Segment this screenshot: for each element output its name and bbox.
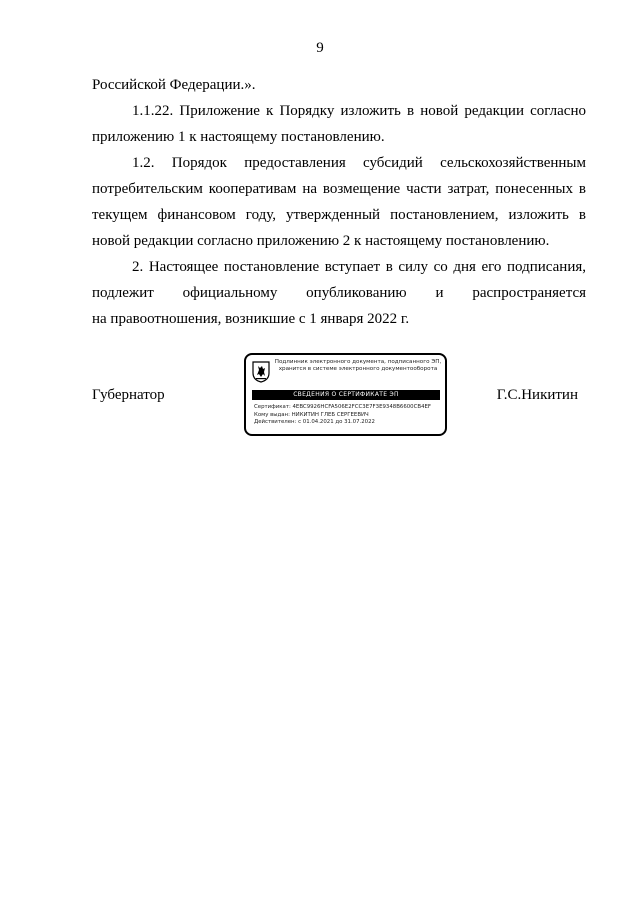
paragraph-2: 1.1.22. Приложение к Порядку изложить в новой редакции согласно приложению 1 к настоящему постановлению. (92, 103, 586, 145)
signatory-name: Г.С.Никитин (496, 387, 578, 403)
electronic-signature-stamp (244, 353, 447, 436)
certificate-owner: Кому выдан: НИКИТИН ГЛЕБ СЕРГЕЕВИЧ (254, 411, 369, 418)
stamp-note (274, 359, 442, 373)
certificate-details (254, 404, 444, 427)
page-number: 9 (316, 40, 324, 56)
stamp-note-line1: Подлинник электронного документа, подписанного ЭП, (274, 359, 442, 365)
certificate-number: Сертификат: 4EBC9926HCFA506E2FCC3E7F3E9348B6600CB4EF (254, 404, 432, 410)
document-body (92, 72, 586, 332)
paragraph-3: 1.2. Порядок предоставления субсидий сельскохозяйственным потребительским кооперативам на возмещение части затрат, понесенных в текущем финансовом году, утвержденный постановлением, изложить в новой редакции согласно приложению 2 к настоящему постановлению. (92, 155, 586, 249)
paragraph-4-continued: на правоотношения, возникшие с 1 января 2022 г. (92, 311, 410, 327)
stamp-title: СВЕДЕНИЯ О СЕРТИФИКАТЕ ЭП (252, 390, 440, 400)
paragraph-1: Российской Федерации.». (92, 77, 256, 93)
signatory-position: Губернатор (92, 387, 165, 403)
paragraph-4: 2. Настоящее постановление вступает в силу со дня его подписания, подлежит официальному опубликованию и распространяется (92, 259, 586, 301)
coat-of-arms-icon (252, 361, 270, 383)
certificate-validity: Действителен: с 01.04.2021 до 31.07.2022 (254, 419, 375, 426)
stamp-note-line2: хранится в системе электронного документооборота (278, 366, 438, 372)
